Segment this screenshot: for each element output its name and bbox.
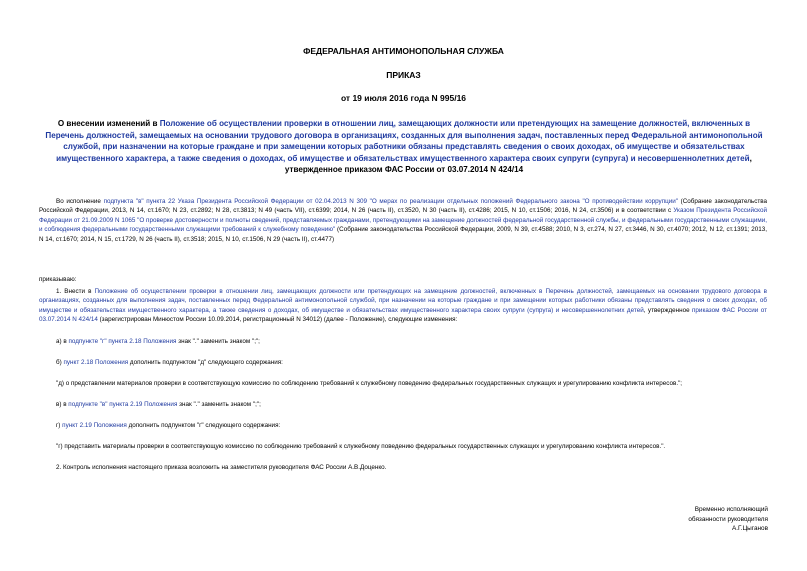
document-type: ПРИКАЗ — [386, 70, 421, 80]
signature-line-1: Временно исполняющий — [694, 506, 768, 513]
item-a-paragraph — [39, 337, 767, 346]
item-1-text-3: (зарегистрирован Минюстом России 10.09.2014, регистрационный N 34012) (далее - Положение), следующие изменения: — [97, 316, 458, 324]
item-d-text: "д) о представлении материалов проверки в соответствующую комиссию по соблюдению требований к служебному поведению федеральных государственных служащих и урегулированию конфликта интересов."; — [56, 380, 683, 387]
item-v-text-2: знак "." заменить знаком ";"; — [177, 401, 261, 408]
signature-line-2: обязанности руководителя — [688, 515, 768, 523]
item-a-text-1: а) в — [56, 338, 69, 345]
item-g-text-2: дополнить подпунктом "г" следующего содержания: — [126, 422, 281, 429]
title-regulation-link[interactable]: Положение об осуществлении проверки в отношении лиц, замещающих должности или претендующих на замещение должностей, включенных в Перечень должностей, замещаемых на основании трудового договора в организациях, созданных для выполнения задач, поставленных перед Федеральной антимонопольной службой, при назначении на которые граждане и при замещении которых работники обязаны представлять сведения о своих доходах, об имуществе и обязательствах имущественного характера, а также сведения о доходах, об имуществе и обязательствах имущественного характера своих супруги (супруга) и несовершеннолетних детей — [45, 119, 763, 163]
item-2-18-g-link[interactable]: подпункте "г" пункта 2.18 Положения — [68, 338, 177, 345]
preamble-text-3: (Собрание законодательства Российской Федерации, 2009, N 39, ст.4588; 2010, N 3, ст.274, N 27, ст.3446, N 30, ст.4070; 2012, N 12, ст.1391; 2013, N 14, ст.1670; 2014, N 15, ст.1729, N 26 (часть II), ст.3518; 2015, N 10, ст.1506, N 29 (часть II), ст.4477) — [39, 226, 767, 243]
item-v-paragraph — [39, 400, 767, 409]
item-1-text-1: 1. Внести в — [56, 288, 95, 295]
document-title — [44, 118, 764, 176]
item-1-text-2: , утвержденное — [643, 306, 693, 314]
item-1-paragraph — [39, 287, 767, 325]
item-2-19-link[interactable]: пункт 2.19 Положения — [62, 422, 127, 429]
regulation-link[interactable]: Положение об осуществлении проверки в отношении лиц, замещающих должности или претендующих на замещение должностей, включенных в Перечень должностей, замещаемых на основании трудового договора в организациях, созданных для выполнения задач, поставленных перед Федеральной антимонопольной службой, при назначении на которые граждане и при замещении которых работники обязаны представлять сведения о своих доходах, об имуществе и обязательствах имущественного характера, а также сведения о доходах, об имуществе и обязательствах имущественного характера своих супруги (супруга) и несовершеннолетних детей — [39, 288, 767, 314]
title-suffix: , утвержденное приказом ФАС России от 03.07.2014 N 424/14 — [284, 153, 752, 174]
signature-block — [600, 505, 768, 534]
signature-name: А.Г.Цыганов — [731, 525, 768, 533]
item-2-19-v-link[interactable]: подпункте "в" пункта 2.19 Положения — [68, 401, 178, 408]
item-b-text-1: б) — [56, 359, 64, 366]
agency-name: ФЕДЕРАЛЬНАЯ АНТИМОНОПОЛЬНАЯ СЛУЖБА — [303, 46, 504, 56]
preamble-paragraph — [39, 197, 767, 244]
preamble-text-1: Во исполнение — [56, 198, 104, 205]
item-b-paragraph — [39, 358, 767, 367]
decree-1065-link[interactable]: Указом Президента Российской Федерации от 21.09.2009 N 1065 "О проверке достоверности и полноты сведений, представляемых гражданами, претендующими на замещение должностей федеральной государственной службы, и федеральными государственными служащими, и соблюдения федеральными государственными служащими требований к служебному поведению" — [39, 207, 767, 234]
item-v-text-1: в) в — [56, 401, 69, 408]
item-g-text: "г) представить материалы проверки в соответствующую комиссию по соблюдению требований к служебному поведению федеральных государственных служащих и урегулированию конфликта интересов.". — [56, 443, 666, 450]
order-word: приказываю: — [39, 276, 77, 283]
item-2-paragraph: 2. Контроль исполнения настоящего приказа возложить на заместителя руководителя ФАС России А.В.Доценко. — [56, 464, 387, 471]
item-a-text-2: знак "." заменить знаком ";"; — [176, 338, 260, 345]
item-g-text-1: г) — [56, 422, 63, 429]
decree-309-link[interactable]: подпункта "в" пункта 22 Указа Президента Российской Федерации от 02.04.2013 N 309 "О мерах по реализации отдельных положений Федерального закона "О противодействии коррупции" — [103, 198, 678, 205]
title-prefix: О внесении изменений в — [57, 119, 160, 128]
document-date-number: от 19 июля 2016 года N 995/16 — [340, 93, 467, 103]
item-b-text-2: дополнить подпунктом "д" следующего содержания: — [128, 359, 283, 366]
item-g-paragraph — [39, 421, 767, 430]
preamble-text-2: (Собрание законодательства Российской Федерации, 2013, N 14, ст.1670; N 23, ст.2892; N 28, ст.3813; N 49 (часть VII), ст.6399; 2014, N 26 (часть II), ст.3520, N 30 (часть II), ст.4286; 2015, N 10, ст.1506; 2016, N 24, ст.3506) и в соответствии с — [39, 198, 768, 215]
order-424-link[interactable]: приказом ФАС России от 03.07.2014 N 424/14 — [39, 306, 767, 324]
item-2-18-link[interactable]: пункт 2.18 Положения — [63, 359, 129, 366]
